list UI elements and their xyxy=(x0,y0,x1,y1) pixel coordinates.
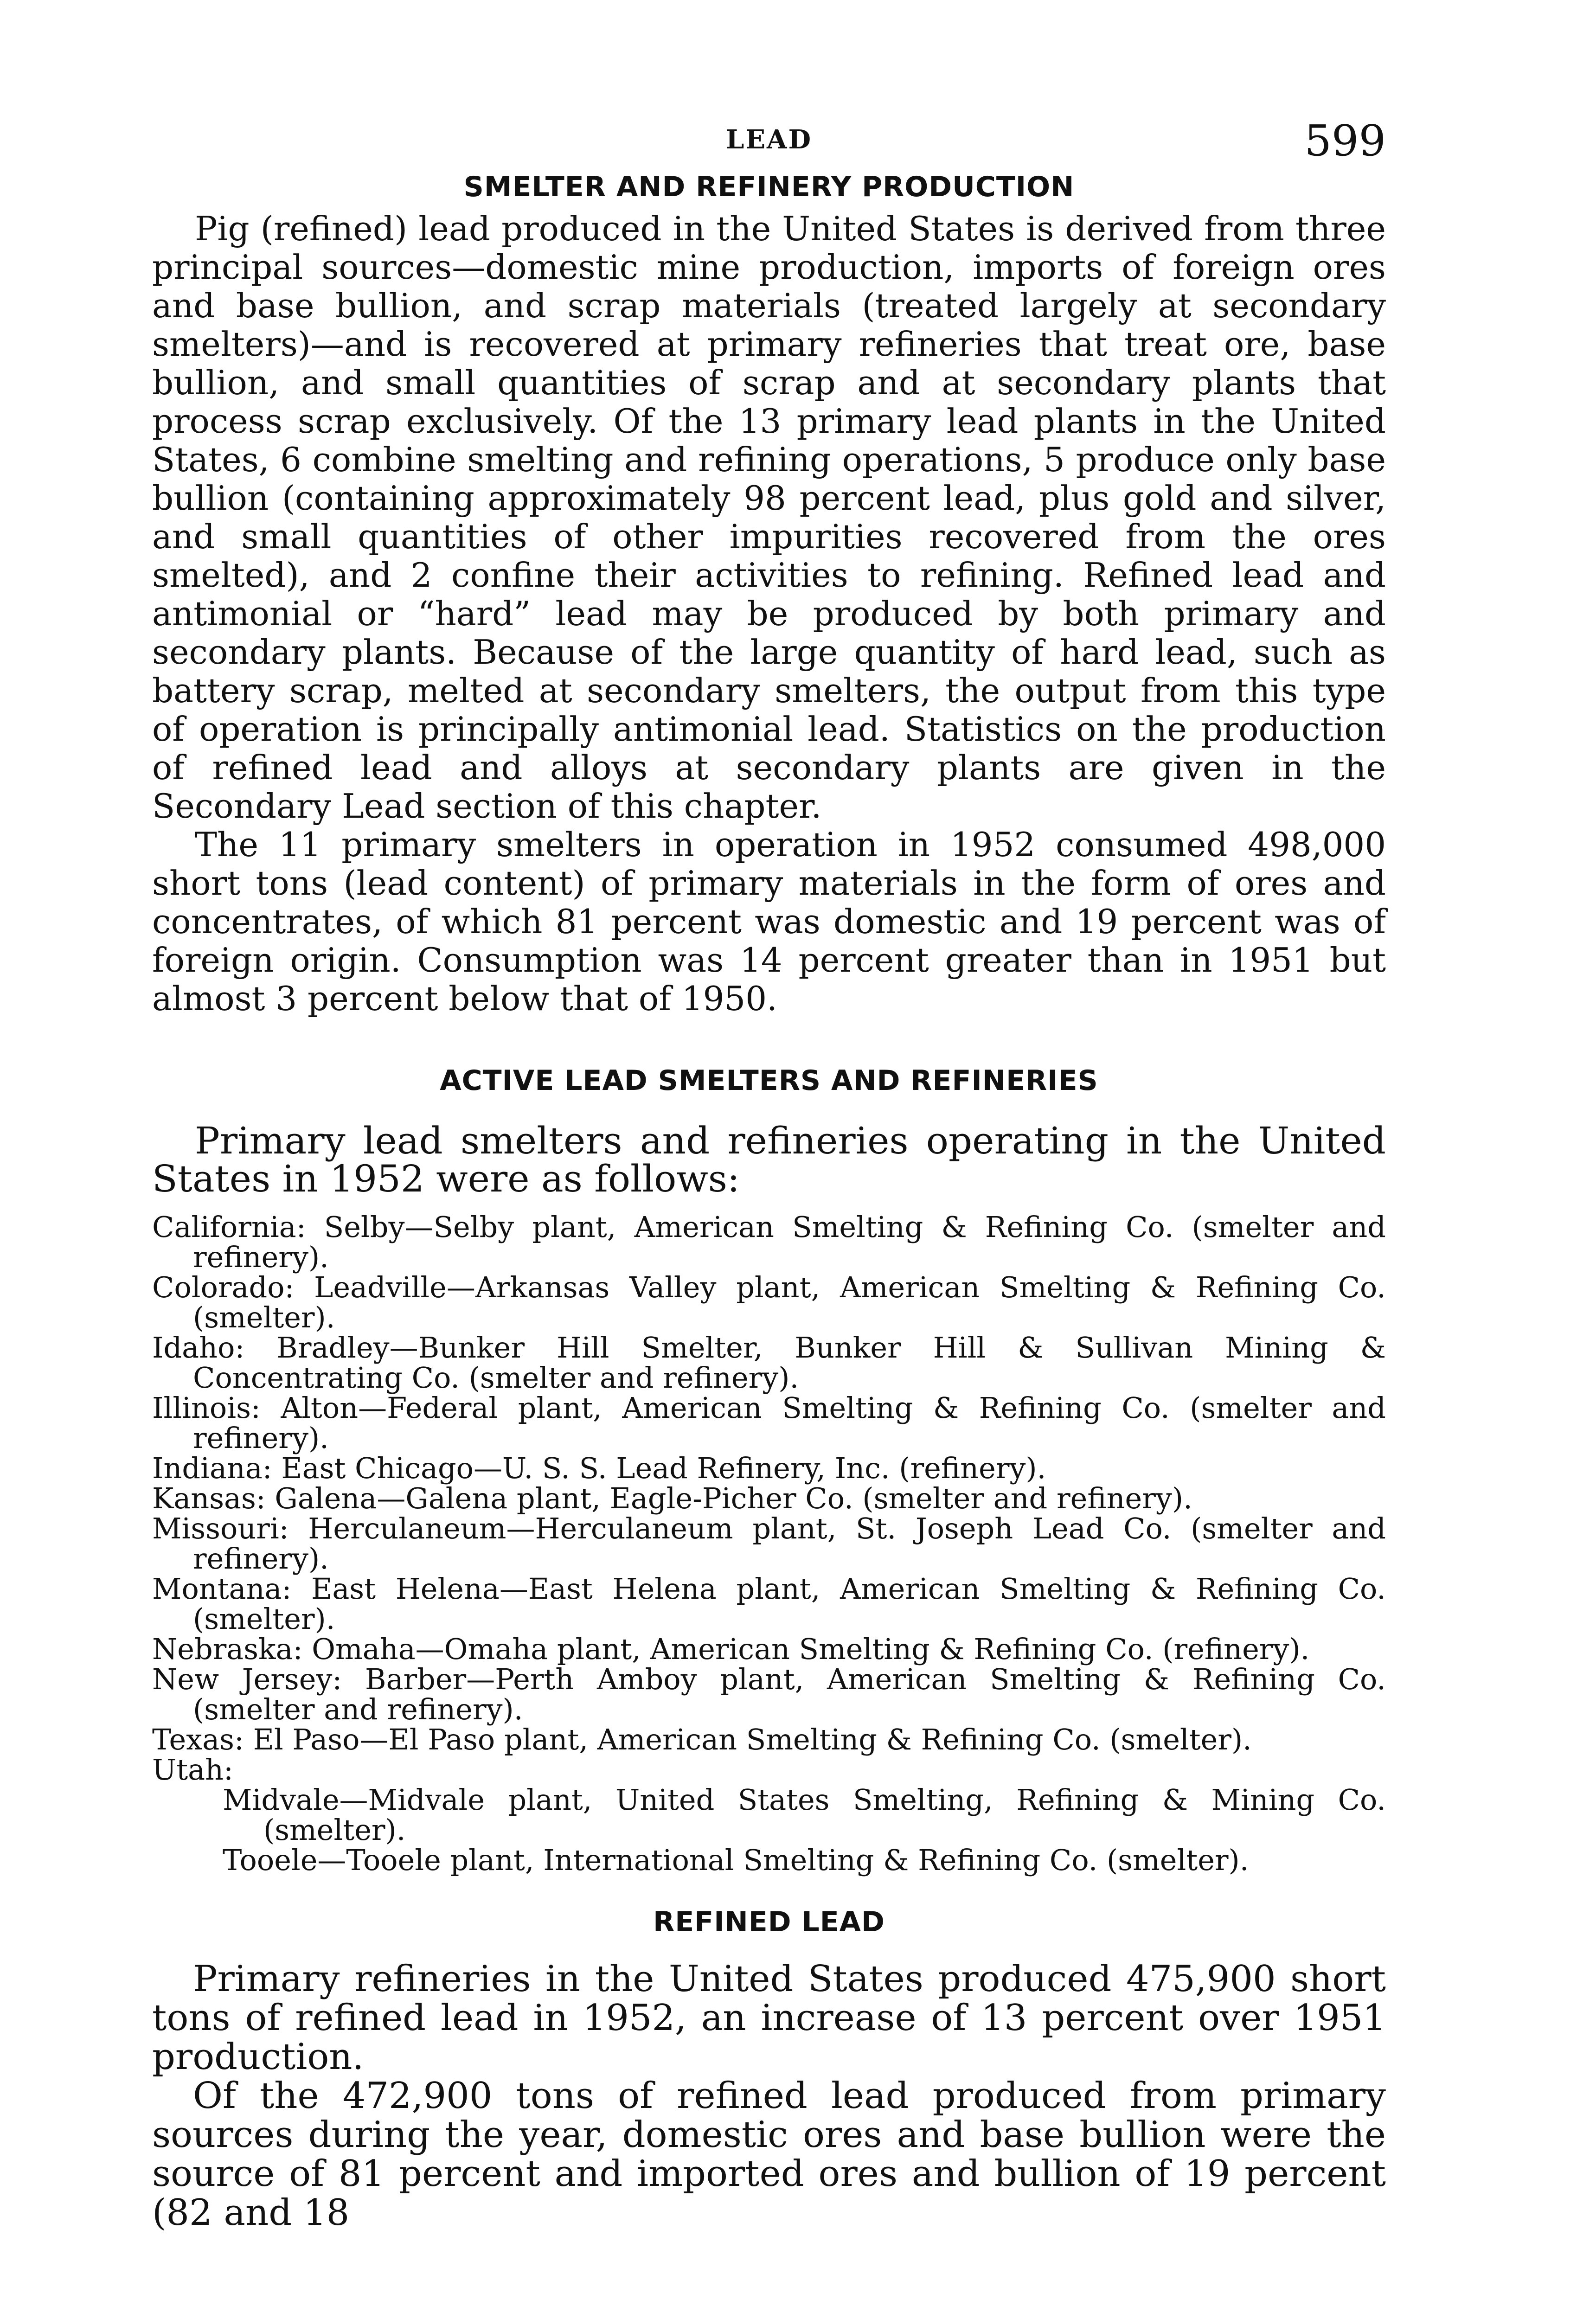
section-heading-active-lead-smelters: ACTIVE LEAD SMELTERS AND REFINERIES xyxy=(440,1064,1098,1097)
section-heading-refined-lead: REFINED LEAD xyxy=(653,1906,885,1938)
body-paragraph: Primary refineries in the United States produced 475,900 short tons of refined lead in 1952, an increase of 13 percent over 1951 production. xyxy=(152,1958,1386,2078)
smelter-entry-nebraska: Nebraska: Omaha—Omaha plant, American Smelting & Refining Co. (refinery). xyxy=(152,1632,1310,1666)
running-title: LEAD xyxy=(725,124,813,155)
smelter-entry-texas: Texas: El Paso—El Paso plant, American Smelting & Refining Co. (smelter). xyxy=(152,1723,1252,1756)
document-page xyxy=(152,116,1386,2232)
smelter-entry-new-jersey: New Jersey: Barber—Perth Amboy plant, American Smelting & Refining Co. (smelter and refinery). xyxy=(152,1662,1386,1726)
section-heading-smelter-refinery-production: SMELTER AND REFINERY PRODUCTION xyxy=(463,171,1075,203)
smelter-entry-utah-midvale: Midvale—Midvale plant, United States Smelting, Refining & Mining Co. (smelter). xyxy=(223,1783,1386,1847)
list-intro-paragraph: Primary lead smelters and refineries operating in the United States in 1952 were as follows: xyxy=(152,1119,1386,1200)
body-paragraph: The 11 primary smelters in operation in 1952 consumed 498,000 short tons (lead content) of primary materials in the form of ores and concentrates, of which 81 percent was domestic and 19 percent was of foreign origin. Consumption was 14 percent greater than in 1951 but almost 3 percent below that of 1950. xyxy=(152,825,1386,1018)
smelter-entry-utah-tooele: Tooele—Tooele plant, International Smelting & Refining Co. (smelter). xyxy=(223,1843,1249,1877)
smelter-entry-missouri: Missouri: Herculaneum—Herculaneum plant, St. Joseph Lead Co. (smelter and refinery). xyxy=(152,1512,1386,1576)
smelter-list xyxy=(152,1212,1386,1875)
smelter-entry-montana: Montana: East Helena—East Helena plant, American Smelting & Refining Co. (smelter). xyxy=(152,1572,1386,1636)
smelter-entry-illinois: Illinois: Alton—Federal plant, American Smelting & Refining Co. (smelter and refinery). xyxy=(152,1391,1386,1455)
smelter-entry-california: California: Selby—Selby plant, American Smelting & Refining Co. (smelter and refinery). xyxy=(152,1210,1386,1274)
smelter-entry-indiana: Indiana: East Chicago—U. S. S. Lead Refinery, Inc. (refinery). xyxy=(152,1451,1046,1485)
smelter-entry-utah: Utah: xyxy=(152,1753,233,1787)
smelter-entry-idaho: Idaho: Bradley—Bunker Hill Smelter, Bunker Hill & Sullivan Mining & Concentrating Co. (smelter and refinery). xyxy=(152,1331,1386,1395)
body-paragraph: Pig (refined) lead produced in the United States is derived from three principal sources—domestic mine production, imports of foreign ores and base bullion, and scrap materials (treated largely at secondary smelters)—and is recovered at primary refineries that treat ore, base bullion, and small quantities of scrap and at secondary plants that process scrap exclusively. Of the 13 primary lead plants in the United States, 6 combine smelting and refining operations, 5 produce only base bullion (containing approximately 98 percent lead, plus gold and silver, and small quantities of other impurities recovered from the ores smelted), and 2 confine their activities to refining. Refined lead and antimonial or “hard” lead may be produced by both primary and secondary plants. Because of the large quantity of hard lead, such as battery scrap, melted at secondary smelters, the output from this type of operation is principally antimonial lead. Statistics on the production of refined lead and alloys at secondary plants are given in the Secondary Lead section of this chapter. xyxy=(152,209,1386,826)
running-head xyxy=(152,116,1386,167)
smelter-entry-colorado: Colorado: Leadville—Arkansas Valley plant, American Smelting & Refining Co. (smelter). xyxy=(152,1270,1386,1334)
page-number: 599 xyxy=(1304,116,1386,166)
smelter-entry-kansas: Kansas: Galena—Galena plant, Eagle-Picher Co. (smelter and refinery). xyxy=(152,1481,1192,1515)
body-paragraph: Of the 472,900 tons of refined lead produced from primary sources during the year, domestic ores and base bullion were the source of 81 percent and imported ores and bullion of 19 percent (82 and 18 xyxy=(152,2075,1386,2234)
